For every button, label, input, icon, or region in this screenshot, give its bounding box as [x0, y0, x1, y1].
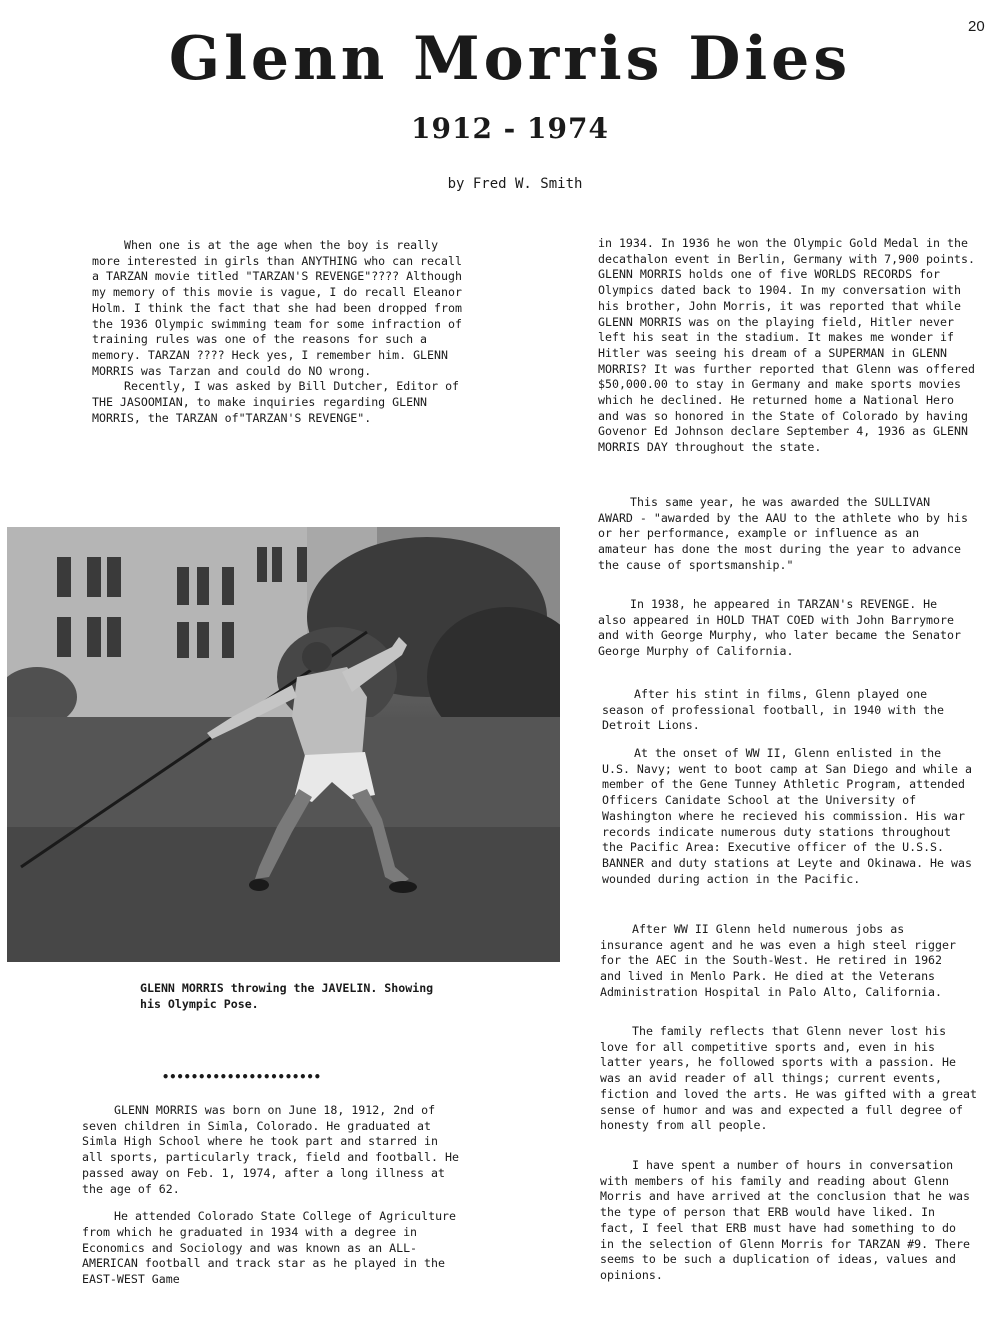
right-films: [598, 597, 970, 660]
football-paragraph: After his stint in films, Glenn played one season of professional football, in 1940 with the Detroit Lions.: [602, 687, 945, 733]
intro-paragraph-2: Recently, I was asked by Bill Dutcher, Editor of THE JASOOMIAN, to make inquiries regarding GLENN MORRIS, the TARZAN of"TARZAN'S REVENGE".: [92, 379, 460, 425]
life-dates: 1912 - 1974: [411, 112, 609, 145]
bio-paragraph-1: GLENN MORRIS was born on June 18, 1912, 2nd of seven children in Simla, Colorado. He graduated at Simla High School where he took part and starred in all sports, particularly track, field and football. He passed away on Feb. 1, 1974, after a long illness at the age of 62.: [82, 1103, 459, 1196]
right-family: [600, 1024, 978, 1134]
conclusion-paragraph: I have spent a number of hours in conversation with members of his family and reading about Glenn Morris and have arrived at the conclusion that he was the type of person that ERB would have liked. In fact, I feel that ERB must have had something to do in the selection of Glenn Morris for TARZAN #9. There seems to be such a duplication of ideas, values and opinions.: [600, 1158, 970, 1282]
photo-caption: GLENN MORRIS throwing the JAVELIN. Showing his Olympic Pose.: [140, 981, 434, 1011]
right-after-war: [600, 922, 962, 1001]
section-separator: ••••••••••••••••••••••: [162, 1070, 321, 1084]
family-paragraph: The family reflects that Glenn never lost his love for all competitive sports and, even in his latter years, he followed sports with a passion. He was an avid reader of all things; current events, fiction and loved the arts. He was gifted with a great sense of humor and was and expected a full degree of honesty from all people.: [600, 1024, 977, 1133]
javelin-photo: [7, 527, 560, 962]
intro-text: [92, 238, 470, 426]
right-war: [602, 746, 972, 887]
right-olympics: [598, 236, 980, 456]
javelin-thrower-photo: [7, 527, 560, 962]
right-sullivan: [598, 495, 968, 574]
bio-paragraph-2: He attended Colorado State College of Agriculture from which he graduated in 1934 with a degree in Economics and Sociology and was known as an ALL-AMERICAN football and track star as he played in the EAST-WEST Game: [82, 1209, 457, 1287]
bio-text: [82, 1103, 462, 1288]
byline: by Fred W. Smith: [447, 176, 583, 192]
after-war-paragraph: After WW II Glenn held numerous jobs as insurance agent and he was even a high steel rigger for the AEC in the South-West. He retired in 1962 and lived in Menlo Park. He died at the Veterans Administration Hospital in Palo Alto, California.: [600, 922, 956, 999]
war-paragraph: At the onset of WW II, Glenn enlisted in the U.S. Navy; went to boot camp at San Diego and while a member of the Gene Tunney Athletic Program, attended Officers Canidate School at the University of Washington where he recieved his commission. His war records indicate numerous duty stations throughout the Pacific Area: Executive officer of the U.S.S. BANNER and duty stations at Leyte and Okinawa. He was wounded during action in the Pacific.: [602, 746, 972, 886]
sullivan-paragraph: This same year, he was awarded the SULLIVAN AWARD - "awarded by the AAU to the athlete who by his or her performance, example or influence as an amateur has done the most during the year to advance the cause of sportsmanship.": [598, 495, 968, 572]
right-football: [602, 687, 964, 734]
right-conclusion: [600, 1158, 970, 1284]
films-paragraph: In 1938, he appeared in TARZAN's REVENGE. He also appeared in HOLD THAT COED with John Barrymore and with George Murphy, who later became the Senator George Murphy of California.: [598, 597, 961, 659]
olympics-paragraph: in 1934. In 1936 he won the Olympic Gold Medal in the decathalon event in Berlin, Germany with 7,900 points. GLENN MORRIS holds one of five WORLDS RECORDS for Olympics dated back to 1904. In my conversation with his brother, John Morris, it was reported that while GLENN MORRIS was on the playing field, Hitler never left his seat in the stadium. It makes me wonder if Hitler was seeing his dream of a SUPERMAN in GLENN MORRIS? It was further reported that Glenn was offered $50,000.00 to stay in Germany and make sports movies which he declined. He returned home a National Hero and was so honored in the State of Colorado by having Govenor Ed Johnson declare September 4, 1936 as GLENN MORRIS DAY throughout the state.: [598, 236, 975, 455]
article-title: Glenn Morris Dies: [168, 24, 852, 94]
intro-paragraph-1: When one is at the age when the boy is really more interested in girls than ANYTHING who can recall a TARZAN movie titled "TARZAN'S REVENGE"???? Although my memory of this movie is vague, I do recall Eleanor Holm. I think the fact that she had been dropped from the 1936 Olympic swimming team for some infraction of training rules was one of the reasons for such a memory. TARZAN ???? Heck yes, I remember him. GLENN MORRIS was Tarzan and could do NO wrong.: [92, 238, 462, 378]
page-number: 20: [968, 18, 985, 35]
